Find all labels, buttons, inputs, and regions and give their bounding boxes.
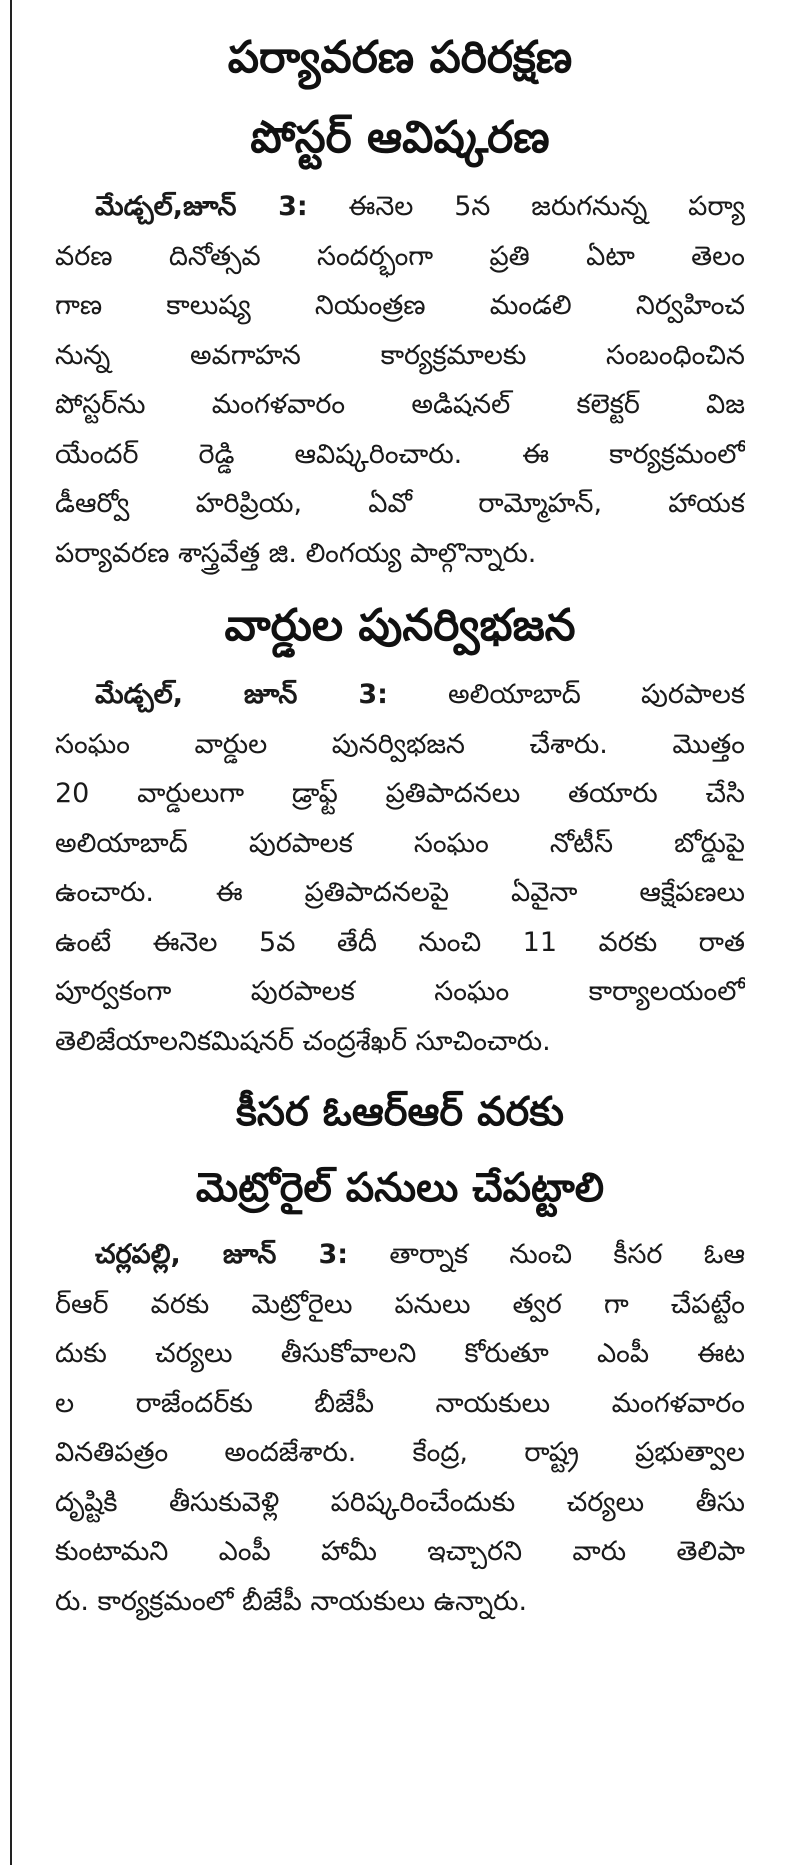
article1-line-7: డీఆర్వో హరిప్రియ, ఏవో రామ్మోహన్, హాయక [55, 488, 745, 519]
article2-dateline: మేడ్చల్, జూన్ 3: [95, 679, 388, 710]
article2-line-1: మేడ్చల్, జూన్ 3: అలియాబాద్ పురపాలక [95, 679, 745, 710]
article3-headline-line2: మెట్రోరైల్ పనులు చేపట్టాలి [195, 1165, 605, 1211]
article3-line-7: కుంటామని ఎంపీ హామీ ఇచ్చారని వారు తెలిపా [55, 1536, 745, 1567]
article2-line-2: సంఘం వార్డుల పునర్విభజన చేశారు. మొత్తం [55, 728, 745, 760]
article-metro-rail [55, 1074, 745, 1626]
article1-headline-line2: పోస్టర్ ఆవిష్కరణ [250, 112, 550, 163]
article1-line-5: పోస్టర్‌ను మంగళవారం అడిషనల్ కలెక్టర్ విజ [55, 389, 745, 420]
article2-line-7: పూర్వకంగా పురపాలక సంఘం కార్యాలయంలో [55, 976, 745, 1007]
article1-line-4: నున్న అవగాహన కార్యక్రమాలకు సంబంధించిన [55, 339, 745, 371]
article1-line-2: వరణ దినోత్సవ సందర్భంగా ప్రతి ఏటా తెలం [55, 240, 745, 272]
article3-line-6: దృష్టికి తీసుకువెళ్లి పరిష్కరించేందుకు చర్యలు తీసు [55, 1486, 745, 1518]
article1-dateline: మేడ్చల్,జూన్ 3: [95, 191, 308, 222]
article1-line-8: పర్యావరణ శాస్త్రవేత్త జి. లింగయ్య పాల్గొన్నారు. [55, 537, 537, 569]
article2-line-5: ఉంచారు. ఈ ప్రతిపాదనలపై ఏవైనా ఆక్షేపణలు [55, 877, 745, 908]
article3-line-8: రు. కార్యక్రమంలో బీజేపీ నాయకులు ఉన్నారు. [55, 1585, 528, 1617]
article2-line-8: తెలిజేయాలనికమిషనర్ చంద్రశేఖర్ సూచించారు. [55, 1025, 551, 1057]
article3-headline-line1: కీసర ఓఆర్ఆర్ వరకు [236, 1089, 564, 1135]
article1-line-1: మేడ్చల్,జూన్ 3: ఈనెల 5న జరుగనున్న పర్యా [95, 191, 745, 222]
article3-dateline: చర్లపల్లి, జూన్ 3: [95, 1239, 349, 1270]
article1-body [55, 182, 745, 578]
article2-line-3: 20 వార్డులుగా డ్రాఫ్ట్ ప్రతిపాదనలు తయారు చేసి [55, 778, 745, 809]
newspaper-column [55, 0, 745, 1626]
article2-line-4: అలియాబాద్ పురపాలక సంఘం నోటీస్ బోర్డుపై [55, 827, 745, 859]
article2-headline: వార్డుల పునర్విభజన [224, 600, 576, 651]
article3-line-1: చర్లపల్లి, జూన్ 3: తార్నాక నుంచి కీసర ఓఆ [95, 1239, 745, 1270]
article3-body [55, 1230, 745, 1626]
article3-line-3: దుకు చర్యలు తీసుకోవాలని కోరుతూ ఎంపీ ఈట [55, 1338, 745, 1369]
article2-line-6: ఉంటే ఈనెల 5వ తేదీ నుంచి 11 వరకు రాత [55, 926, 745, 958]
article-poster-launch [55, 18, 745, 578]
article3-line-5: వినతిపత్రం అందజేశారు. కేంద్ర, రాష్ట్ర ప్రభుత్వాల [55, 1437, 745, 1468]
article1-line-3: గాణ కాలుష్య నియంత్రణ మండలి నిర్వహించ [55, 290, 745, 321]
article3-line-2: ర్ఆర్ వరకు మెట్రోరైలు పనులు త్వర గా చేపట్టేం [55, 1288, 745, 1320]
article2-body [55, 670, 745, 1066]
article1-line-6: యేందర్ రెడ్డి ఆవిష్కరించారు. ఈ కార్యక్రమంలో [55, 438, 745, 470]
article3-line-4: ల రాజేందర్‌కు బీజేపీ నాయకులు మంగళవారం [55, 1387, 745, 1419]
article1-headline-line1: పర్యావరణ పరిరక్షణ [227, 32, 573, 83]
column-rule [10, 0, 12, 1865]
article-ward-reorganization [55, 584, 745, 1066]
